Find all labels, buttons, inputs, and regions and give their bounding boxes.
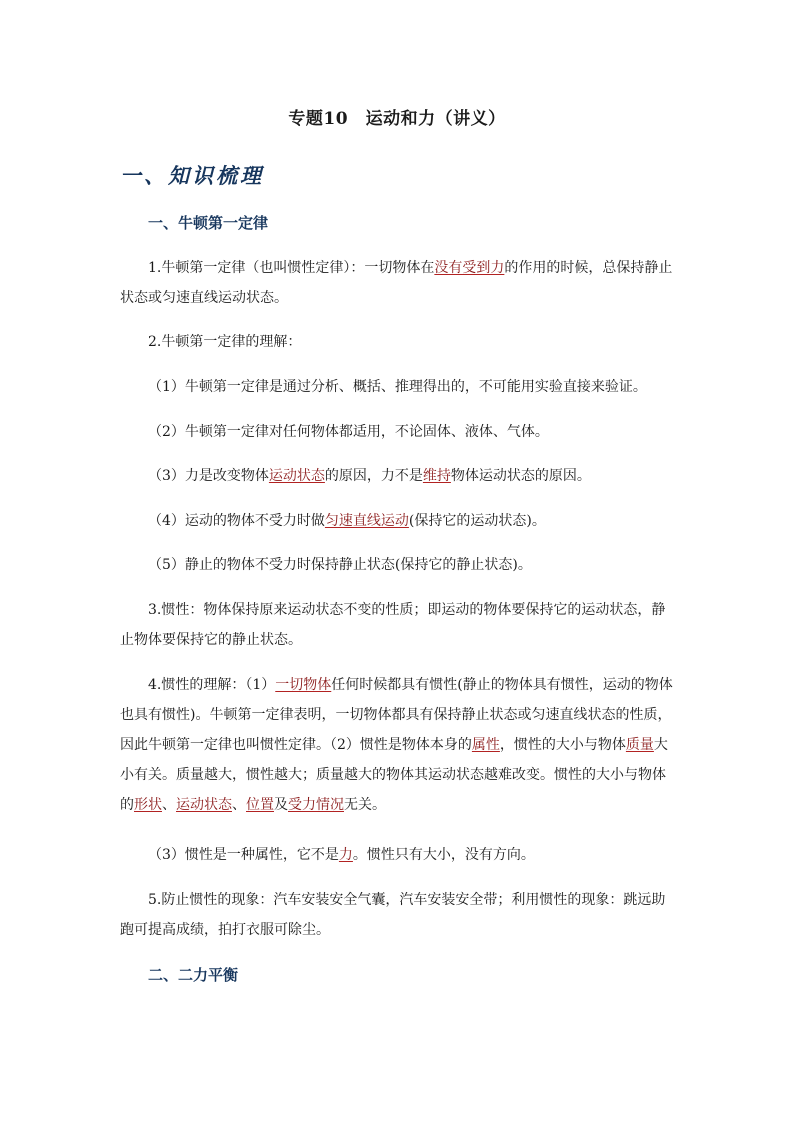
text: （4）运动的物体不受力时做 xyxy=(148,513,325,529)
subheading-two-force-balance: 二、二力平衡 xyxy=(148,966,239,984)
underlined-term: 运动状态 xyxy=(268,468,325,484)
paragraph-3: 3.惯性：物体保持原来运动状态不变的性质；即运动的物体要保持它的运动状态，静止物体要保持它的静止状态。 xyxy=(120,602,666,648)
text: ，惯性的大小与物体 xyxy=(499,737,626,753)
underlined-term: 力 xyxy=(338,847,353,863)
document-title: 专题10 运动和力（讲义） xyxy=(288,109,506,129)
text: 的原因，力不是 xyxy=(324,468,423,484)
text: 任何时候都具有惯性(静止的物体具有惯性，运动的物体也具有惯性)。牛顿第一定律表明，一切物体都具有保持静止状态或匀速直线状态的性质，因此牛顿第一定律也叫惯性定律。（2）惯性是物体本身的 xyxy=(120,677,673,753)
list-item-5: （5）静止的物体不受力时保持静止状态(保持它的静止状态)。 xyxy=(148,557,532,573)
section-heading-knowledge: 一、知识梳理 xyxy=(120,163,264,188)
paragraph-4-point-3 xyxy=(148,840,678,870)
text: 的作用的时候，总保持静止状态或匀速直线运动状态。 xyxy=(120,260,673,306)
text: 物体运动状态的原因。 xyxy=(450,468,591,484)
paragraph-1 xyxy=(120,253,675,313)
text: 无关。 xyxy=(344,797,386,813)
list-item-4 xyxy=(148,506,678,536)
paragraph-4 xyxy=(120,670,675,820)
text: （3）惯性是一种属性，它不是 xyxy=(148,847,339,863)
text: 、 xyxy=(162,797,176,813)
underlined-term: 匀速直线运动 xyxy=(324,513,409,529)
paragraph-5: 5.防止惯性的现象：汽车安装安全气囊，汽车安装安全带；利用惯性的现象：跳远助跑可提高成绩，拍打衣服可除尘。 xyxy=(120,892,666,938)
list-item-2: （2）牛顿第一定律对任何物体都适用，不论固体、液体、气体。 xyxy=(148,424,549,440)
text: （3）力是改变物体 xyxy=(148,468,269,484)
paragraph-2: 2.牛顿第一定律的理解： xyxy=(148,334,302,350)
text: 4.惯性的理解：（1） xyxy=(148,677,276,693)
text: (保持它的运动状态)。 xyxy=(408,513,546,529)
list-item-3 xyxy=(148,461,678,491)
text: 大小有关。质量越大，惯性越大；质量越大的物体其运动状态越难改变。惯性的大小与物体的 xyxy=(120,737,668,813)
underlined-term: 一切物体 xyxy=(275,677,332,693)
underlined-term: 受力情况 xyxy=(288,797,344,813)
underlined-term: 属性 xyxy=(471,737,500,753)
subheading-newton-first-law: 一、牛顿第一定律 xyxy=(148,214,269,232)
list-item-1: （1）牛顿第一定律是通过分析、概括、推理得出的，不可能用实验直接来验证。 xyxy=(148,379,647,395)
text: 、 xyxy=(232,797,246,813)
underlined-term: 维持 xyxy=(422,468,451,484)
text: 。惯性只有大小，没有方向。 xyxy=(352,847,535,863)
underlined-term: 运动状态 xyxy=(176,797,232,813)
underlined-term: 位置 xyxy=(246,797,274,813)
underlined-term: 形状 xyxy=(134,797,162,813)
text: 1.牛顿第一定律（也叫惯性定律）：一切物体在 xyxy=(148,260,435,276)
underlined-term: 没有受到力 xyxy=(434,260,505,276)
underlined-term: 质量 xyxy=(625,737,654,753)
text: 及 xyxy=(274,797,288,813)
